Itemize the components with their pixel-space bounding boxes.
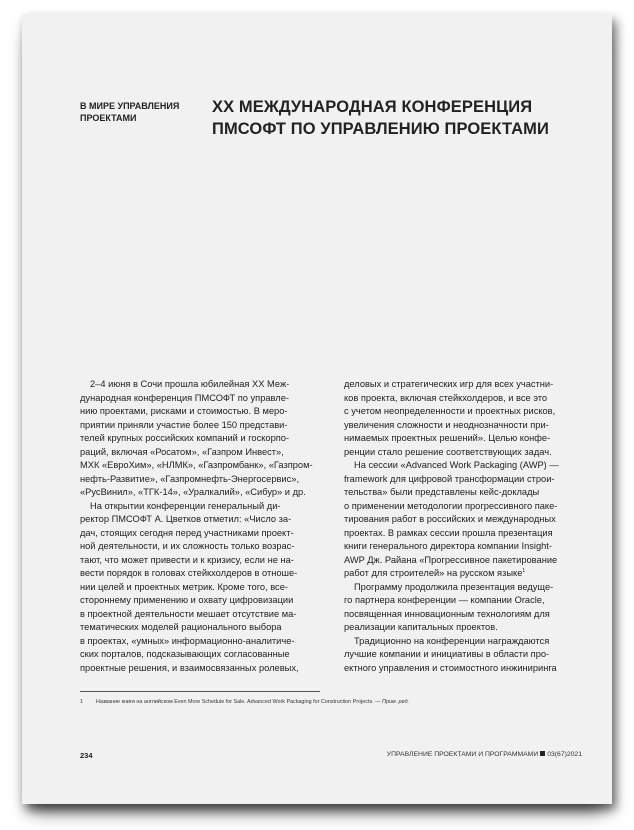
text-line	[344, 459, 596, 473]
text-line	[80, 432, 332, 446]
text-line	[344, 567, 596, 581]
text-line	[80, 527, 332, 541]
footnote-divider	[80, 691, 320, 692]
text-line	[344, 581, 596, 595]
text-line	[344, 392, 596, 406]
text-line	[344, 540, 596, 554]
footnote-reference: 1	[522, 568, 526, 574]
text-line-content: тельства» были представлены кейс-доклады	[344, 487, 540, 497]
text-line	[80, 662, 332, 676]
text-line	[344, 486, 596, 500]
text-line-content: тирования работ в российских и международных	[344, 514, 556, 524]
text-line-content: увеличения сложности и неоднозначности при-	[344, 419, 549, 430]
text-line-content: го партнера конференции — компании Oracle,	[344, 595, 545, 605]
footnote-text: Название книги на английском Even More Schedule for Sale. Advanced Work Packaging for Construction Projects. —	[96, 699, 381, 705]
text-line-content: МХК «ЕвроХим», «НЛМК», «Газпромбанк», «Газпром-	[80, 460, 313, 470]
text-line-content: раций, включая «Росатом», «Газпром Инвест»,	[80, 446, 284, 457]
text-line-content: Традиционно на конференции награждаются	[354, 635, 550, 646]
section-label-line: В МИРЕ УПРАВЛЕНИЯ	[80, 101, 180, 111]
article-title-line: XX МЕЖДУНАРОДНАЯ КОНФЕРЕНЦИЯ	[212, 98, 533, 116]
text-line-content: AWP Дж. Райана «Прогрессивное пакетирование	[344, 554, 558, 565]
text-line	[344, 621, 596, 635]
section-label	[80, 100, 200, 124]
text-line	[344, 500, 596, 514]
text-line-content: дач, стоящих сегодня перед участниками проект-	[80, 527, 294, 538]
text-line	[80, 648, 332, 662]
text-line	[80, 608, 332, 622]
text-line-content: ектного управления и стоимостного инжиниринга	[344, 662, 557, 673]
text-line	[80, 635, 332, 649]
footnote-mark: 1	[80, 699, 83, 705]
text-line	[80, 621, 332, 635]
article-title-line: ПМСОФТ ПО УПРАВЛЕНИЮ ПРОЕКТАМИ	[212, 120, 549, 138]
text-line	[344, 513, 596, 527]
page-number: 234	[80, 751, 93, 760]
footnote	[80, 699, 580, 705]
text-line	[80, 459, 332, 473]
text-line	[80, 392, 332, 406]
text-line	[80, 594, 332, 608]
text-line-content: приятии приняли участие более 150 представи-	[80, 419, 288, 430]
footnote-editor-note: Прим. ред.	[382, 699, 410, 705]
text-line	[80, 567, 332, 581]
article-title	[212, 96, 592, 140]
text-line-content: с учетом неопределенности и проектных рисков,	[344, 406, 556, 416]
text-line-content: телей крупных российских компаний и госкорпо-	[80, 433, 290, 443]
text-line-content: в проектах, «умных» информационно-аналитиче-	[80, 635, 295, 646]
text-line-content: нию проектами, рисками и стоимостью. В меро-	[80, 406, 288, 416]
text-line	[344, 378, 596, 392]
text-line	[344, 594, 596, 608]
text-line-content: «РусВинил», «ТГК-14», «Уралкалий», «Сибур» и др.	[80, 487, 306, 497]
text-line	[80, 378, 332, 392]
journal-footer	[387, 751, 582, 758]
text-line-content: нимаемых проектных решений». Целью конфе-	[344, 433, 551, 443]
text-line-content: нии целей и проектных метрик. Кроме того, всe-	[80, 581, 288, 592]
text-line	[80, 446, 332, 460]
right-text-column	[344, 378, 596, 675]
text-line	[80, 540, 332, 554]
text-line	[344, 662, 596, 676]
text-line	[344, 608, 596, 622]
text-line	[344, 554, 596, 568]
text-line	[80, 419, 332, 433]
text-line-content: ректор ПМСОФТ А. Цветков отметил: «Число за-	[80, 514, 292, 524]
text-line	[344, 635, 596, 649]
square-bullet-icon	[540, 751, 545, 756]
text-line-content: посвященная инновационным технологиям для	[344, 608, 550, 619]
journal-page	[22, 14, 612, 804]
text-line-content: ной деятельности, и их сложность только возрас-	[80, 541, 295, 551]
text-line-content: вести порядок в головах стейкхолдеров в отноше-	[80, 568, 298, 578]
text-line-content: стороннему применению и охвату цифровизации	[80, 595, 294, 605]
text-line	[80, 513, 332, 527]
section-label-line: ПРОЕКТАМИ	[80, 113, 137, 123]
text-line-content: ских порталов, подсказывающих согласованные	[80, 649, 290, 659]
text-line-content: тематических моделей рационального выбора	[80, 622, 282, 632]
text-line-content: лучшие компании и инициативы в области про-	[344, 649, 550, 659]
text-line-content: дународная конференция ПМСОФТ по управле-	[80, 392, 289, 403]
text-line	[344, 648, 596, 662]
text-line-content: 2–4 июня в Сочи прошла юбилейная XX Меж-	[90, 379, 290, 389]
text-line-content: проектные решения, и взаимосвязанных ролевых,	[80, 662, 299, 673]
text-line	[344, 405, 596, 419]
text-line-content: нефть-Развитие», «Газпромнефть-Энергосервис»,	[80, 473, 300, 484]
journal-issue: 03(67)2021	[547, 751, 582, 758]
left-text-column	[80, 378, 332, 675]
text-line	[344, 419, 596, 433]
text-line-content: проектах. В рамках сессии прошла презентация	[344, 527, 553, 538]
text-line	[80, 405, 332, 419]
text-line-content: тают, что может привести и к кризису, если не на-	[80, 554, 294, 565]
text-line	[344, 446, 596, 460]
text-line	[80, 554, 332, 568]
text-line-content: framework для цифровой трансформации строи-	[344, 473, 555, 484]
text-line-content: деловых и стратегических игр для всех участни-	[344, 379, 554, 389]
text-line	[344, 527, 596, 541]
text-line-content: На открытии конференции генеральный ди-	[90, 500, 281, 511]
text-line-content: ков проекта, включая стейкхолдеров, и все это	[344, 392, 548, 403]
text-line-content: реализации капитальных проектов.	[344, 622, 498, 632]
text-line-content: о применении методологии прогрессивного паке-	[344, 500, 558, 511]
text-line	[80, 500, 332, 514]
text-line-content: ренции стало решение соответствующих задач.	[344, 446, 552, 457]
text-line	[80, 486, 332, 500]
text-line-content: Программу продолжила презентация ведуще-	[354, 581, 554, 592]
text-line	[344, 473, 596, 487]
text-line-content: книги генерального директора компании Insight-	[344, 541, 552, 551]
text-line-content: работ для строителей» на русском языке	[344, 568, 523, 578]
text-line	[80, 581, 332, 595]
text-line	[80, 473, 332, 487]
text-line	[344, 432, 596, 446]
text-line-content: На сессии «Advanced Work Packaging (AWP) —	[354, 460, 559, 470]
text-line-content: в проектной деятельности мешает отсутствие ма-	[80, 608, 297, 619]
journal-name: УПРАВЛЕНИЕ ПРОЕКТАМИ И ПРОГРАММАМИ	[386, 751, 539, 758]
